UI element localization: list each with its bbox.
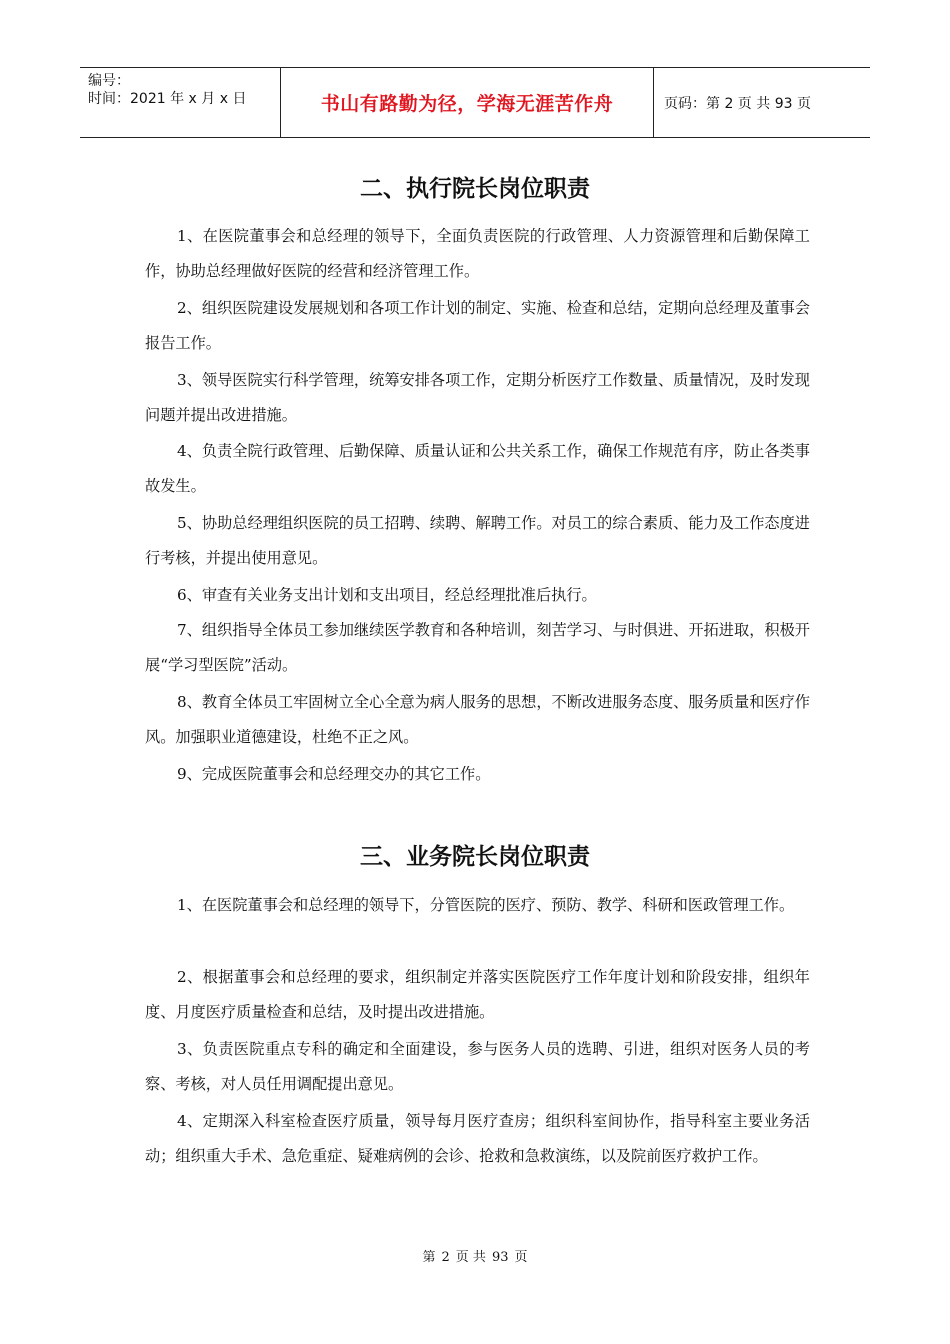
paragraph: 9、完成医院董事会和总经理交办的其它工作。 [177, 765, 491, 783]
footer-page-number: 2 [441, 1250, 450, 1265]
paragraph: 1、在医院董事会和总经理的领导下，分管医院的医疗、预防、教学、科研和医政管理工作。 [177, 896, 795, 914]
paragraph: 6、审查有关业务支出计划和支出项目，经总经理批准后执行。 [177, 586, 597, 604]
paragraph: 3、负责医院重点专科的确定和全面建设，参与医务人员的选聘、引进，组织对医务人员的考察、考核，对人员任用调配提出意见。 [145, 1040, 810, 1093]
paragraph: 3、领导医院实行科学管理，统筹安排各项工作，定期分析医疗工作数量、质量情况，及时发现问题并提出改进措施。 [145, 371, 810, 424]
section-title-business: 三、业务院长岗位职责 [360, 844, 590, 870]
header-slogan: 书山有路勤为径，学海无涯苦作舟 [281, 68, 654, 137]
paragraph: 2、组织医院建设发展规划和各项工作计划的制定、实施、检查和总结，定期向总经理及董事会报告工作。 [145, 299, 810, 352]
paragraph: 7、组织指导全体员工参加继续医学教育和各种培训，刻苦学习、与时俱进、开拓进取，积极开展“学习型医院”活动。 [145, 621, 810, 674]
footer-prefix: 第 [422, 1250, 436, 1265]
footer-total-pages: 93 [491, 1250, 509, 1265]
code-label: 编号： [88, 73, 130, 89]
footer-middle: 页 共 [455, 1250, 486, 1265]
page-header [80, 67, 870, 138]
header-meta [80, 68, 281, 137]
section-title-executive: 二、执行院长岗位职责 [360, 176, 590, 202]
paragraph: 5、协助总经理组织医院的员工招聘、续聘、解聘工作。对员工的综合素质、能力及工作态度进行考核，并提出使用意见。 [145, 514, 810, 567]
time-label: 时间：2021 年 x 月 x 日 [88, 91, 247, 107]
paragraph: 1、在医院董事会和总经理的领导下，全面负责医院的行政管理、人力资源管理和后勤保障工作，协助总经理做好医院的经营和经济管理工作。 [145, 227, 810, 280]
paragraph: 4、定期深入科室检查医疗质量，领导每月医疗查房；组织科室间协作，指导科室主要业务活动；组织重大手术、急危重症、疑难病例的会诊、抢救和急救演练，以及院前医疗救护工作。 [145, 1112, 810, 1165]
paragraph: 2、根据董事会和总经理的要求，组织制定并落实医院医疗工作年度计划和阶段安排，组织年度、月度医疗质量检查和总结，及时提出改进措施。 [145, 968, 810, 1021]
paragraph: 4、负责全院行政管理、后勤保障、质量认证和公共关系工作，确保工作规范有序，防止各类事故发生。 [145, 442, 810, 495]
header-page-info: 页码：第 2 页 共 93 页 [664, 95, 811, 112]
footer-suffix: 页 [514, 1250, 528, 1265]
paragraph: 8、教育全体员工牢固树立全心全意为病人服务的思想，不断改进服务态度、服务质量和医疗作风。加强职业道德建设，杜绝不正之风。 [145, 693, 810, 746]
page-footer [0, 1246, 950, 1265]
